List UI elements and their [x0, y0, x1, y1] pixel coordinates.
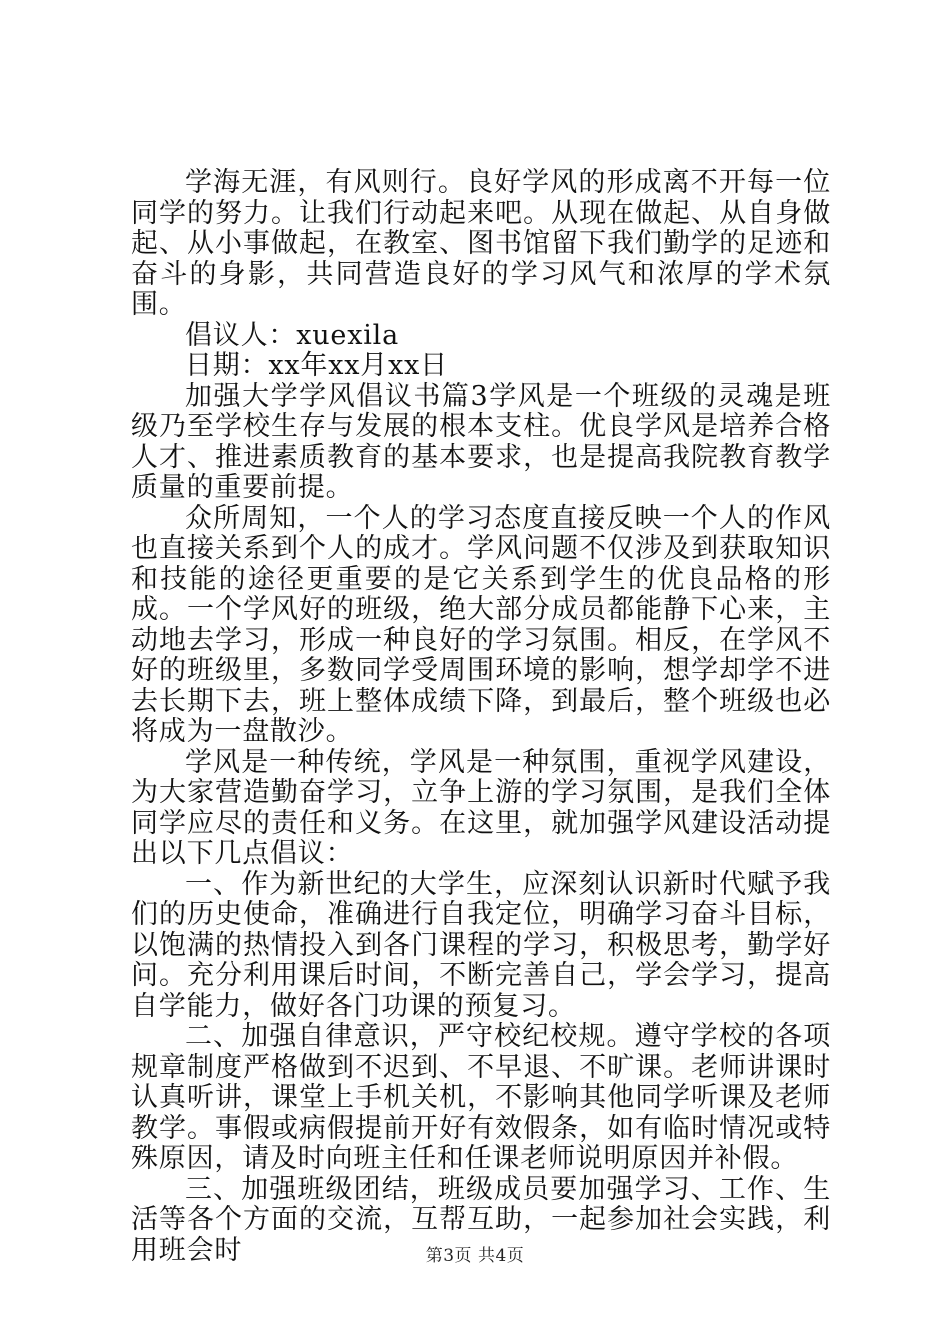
paragraph-point-two: 二、加强自律意识，严守校纪校规。遵守学校的各项规章制度严格做到不迟到、不早退、不旷课。老师讲课时认真听讲，课堂上手机关机，不影响其他同学听课及老师教学。事假或病假提前开好有效假条，如有临时情况或特殊原因，请及时向班主任和任课老师说明原因并补假。 [131, 1021, 831, 1174]
paragraph-study-attitude: 众所周知，一个人的学习态度直接反映一个人的作风也直接关系到个人的成才。学风问题不仅涉及到获取知识和技能的途径更重要的是它关系到学生的优良品格的形成。一个学风好的班级，绝大部分成员都能静下心来，主动地去学习，形成一种良好的学习氛围。相反，在学风不好的班级里，多数同学受周围环境的影响，想学却学不进去长期下去，班上整体成绩下降，到最后，整个班级也必将成为一盘散沙。 [131, 502, 831, 747]
paragraph-date: 日期：xx年xx月xx日 [185, 350, 448, 381]
page-footer: 第3页 共4页 [425, 1246, 525, 1266]
paragraph-tradition: 学风是一种传统，学风是一种氛围，重视学风建设，为大家营造勤奋学习，立争上游的学习氛围，是我们全体同学应尽的责任和义务。在这里，就加强学风建设活动提出以下几点倡议： [131, 746, 831, 869]
document-body [131, 168, 831, 1266]
paragraph-article3-intro: 加强大学学风倡议书篇3学风是一个班级的灵魂是班级乃至学校生存与发展的根本支柱。优良学风是培养合格人才、推进素质教育的基本要求，也是提高我院教育教学质量的重要前提。 [131, 380, 831, 503]
paragraph-initiator: 倡议人：xuexila [185, 319, 399, 351]
paragraph-point-one: 一、作为新世纪的大学生，应深刻认识新时代赋予我们的历史使命，准确进行自我定位，明确学习奋斗目标，以饱满的热情投入到各门课程的学习，积极思考，勤学好问。充分利用课后时间，不断完善自己，学会学习，提高自学能力，做好各门功课的预复习。 [131, 868, 831, 1022]
paragraph-closing: 学海无涯，有风则行。良好学风的形成离不开每一位同学的努力。让我们行动起来吧。从现在做起、从自身做起、从小事做起，在教室、图书馆留下我们勤学的足迹和奋斗的身影，共同营造良好的学习风气和浓厚的学术氛围。 [131, 167, 831, 320]
paragraph-point-three: 三、加强班级团结，班级成员要加强学习、工作、生活等各个方面的交流，互帮互助，一起参加社会实践，利用班会时 [131, 1173, 831, 1266]
